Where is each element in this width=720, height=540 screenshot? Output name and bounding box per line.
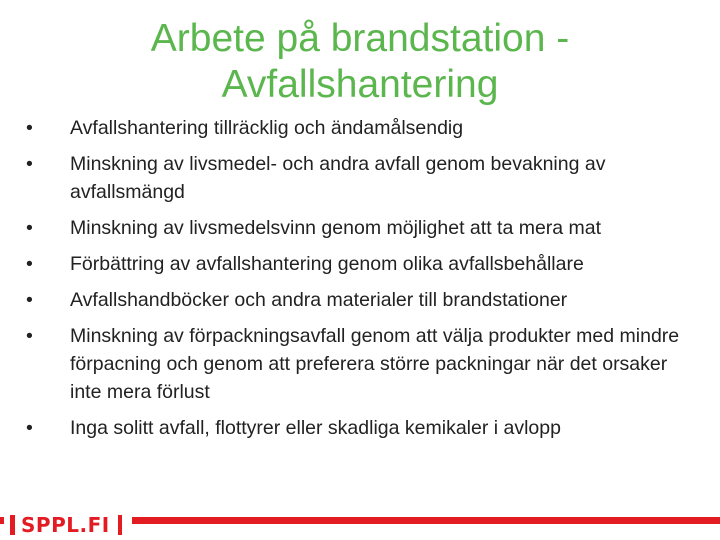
bullet-icon: • <box>26 217 33 239</box>
footer-bar <box>0 504 720 540</box>
bullet-text: Minskning av livsmedelsvinn genom möjlighet att ta mera mat <box>70 217 602 239</box>
bullet-text: Inga solitt avfall, flottyrer eller skadliga kemikaler i avlopp <box>70 417 561 439</box>
bullet-item <box>26 214 686 242</box>
bullet-item <box>26 322 686 406</box>
bullet-item <box>26 114 686 142</box>
slide-title-line-1: Arbete på brandstation - <box>150 17 570 60</box>
bullet-text: Avfallshandböcker och andra materialer till brandstationer <box>70 289 568 311</box>
bullet-icon: • <box>26 417 33 439</box>
slide-title <box>60 16 660 108</box>
logo-tail-icon <box>118 515 122 535</box>
bullet-item <box>26 150 686 206</box>
bullet-item <box>26 250 686 278</box>
logo-mark-icon <box>10 515 15 535</box>
bullet-text: Avfallshantering tillräcklig och ändamålsendig <box>70 117 464 139</box>
bullet-icon: • <box>26 253 33 275</box>
bullet-list <box>26 114 686 450</box>
bullet-text: Minskning av livsmedel- och andra avfall genom bevakning av avfallsmängd <box>70 153 606 203</box>
bullet-icon: • <box>26 289 33 311</box>
bullet-icon: • <box>26 117 33 139</box>
bullet-item <box>26 414 686 442</box>
bullet-item <box>26 286 686 314</box>
bullet-icon: • <box>26 325 33 347</box>
bullet-icon: • <box>26 153 33 175</box>
slide-title-line-2: Avfallshantering <box>221 63 499 106</box>
sppl-logo <box>4 512 132 538</box>
logo-text: SPPL.FI <box>21 513 110 537</box>
bullet-text: Minskning av förpackningsavfall genom att välja produkter med mindre förpacning och genom att preferera större packningar när det orsaker inte mera förlust <box>70 325 680 403</box>
bullet-text: Förbättring av avfallshantering genom olika avfallsbehållare <box>70 253 584 275</box>
